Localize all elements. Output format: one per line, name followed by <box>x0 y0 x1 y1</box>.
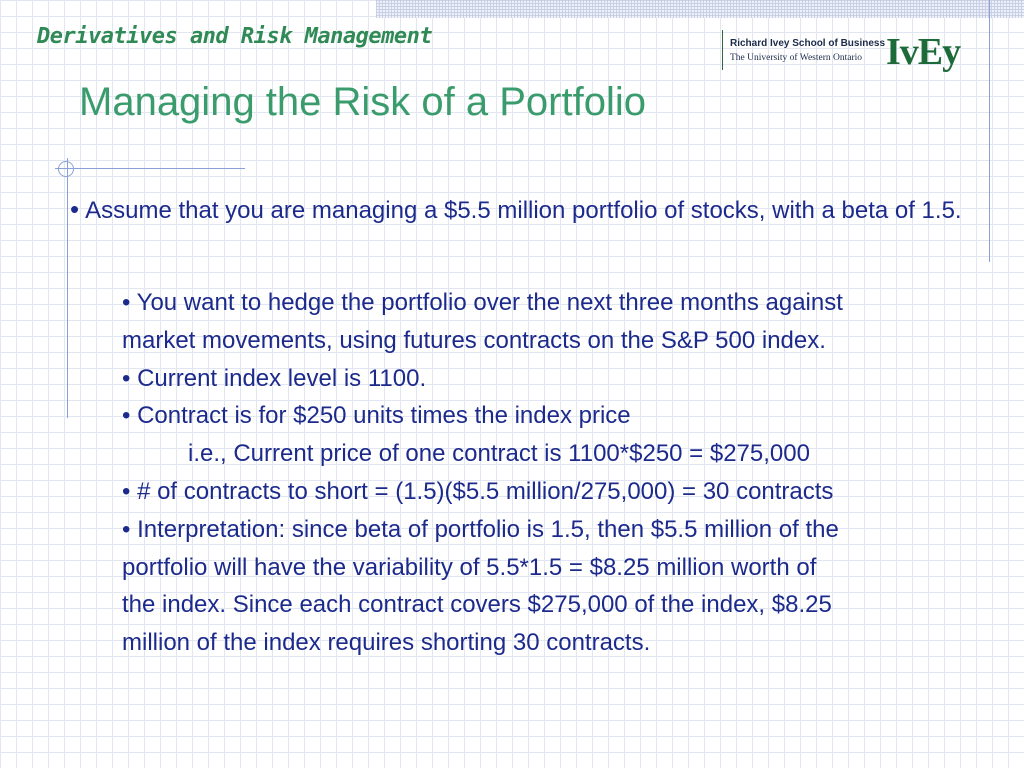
logo-school-name: Richard Ivey School of Business <box>730 38 886 49</box>
logo-brand-wordmark: IvEy <box>886 31 961 73</box>
decorative-horizontal-line <box>55 168 245 169</box>
logo-university-name: The University of Western Ontario <box>730 53 863 63</box>
sub-line: the index. Since each contract covers $275,000 of the index, $8.25 <box>122 591 832 619</box>
sub-line: • Interpretation: since beta of portfolio is 1.5, then $5.5 million of the <box>122 515 839 543</box>
logo-divider <box>722 30 723 70</box>
sub-line: • You want to hedge the portfolio over the next three months against <box>122 289 843 316</box>
sub-line: • # of contracts to short = (1.5)($5.5 million/275,000) = 30 contracts <box>122 477 834 505</box>
main-bullet-text: Assume that you are managing a $5.5 million portfolio of stocks, with a beta of 1.5. <box>85 197 962 224</box>
sub-line: • Contract is for $250 units times the index price <box>122 402 631 430</box>
sub-line: • Current index level is 1100. <box>122 364 427 392</box>
decorative-vertical-line-left <box>67 158 68 418</box>
decorative-circle-icon <box>58 161 74 177</box>
header-pattern-band <box>376 0 1024 18</box>
slide-title: Managing the Risk of a Portfolio <box>79 80 646 124</box>
sub-line-indented: i.e., Current price of one contract is 1100*$250 = $275,000 <box>188 440 810 468</box>
main-bullet <box>70 190 990 230</box>
sub-line: portfolio will have the variability of 5.5*1.5 = $8.25 million worth of <box>122 553 817 581</box>
sub-bullet-list <box>122 284 982 662</box>
sub-line: market movements, using futures contracts on the S&P 500 index. <box>122 326 826 354</box>
course-title: Derivatives and Risk Management <box>37 24 433 49</box>
bullet-icon: • <box>70 194 80 224</box>
sub-line: million of the index requires shorting 30 contracts. <box>122 629 651 657</box>
ivey-logo <box>718 30 968 76</box>
